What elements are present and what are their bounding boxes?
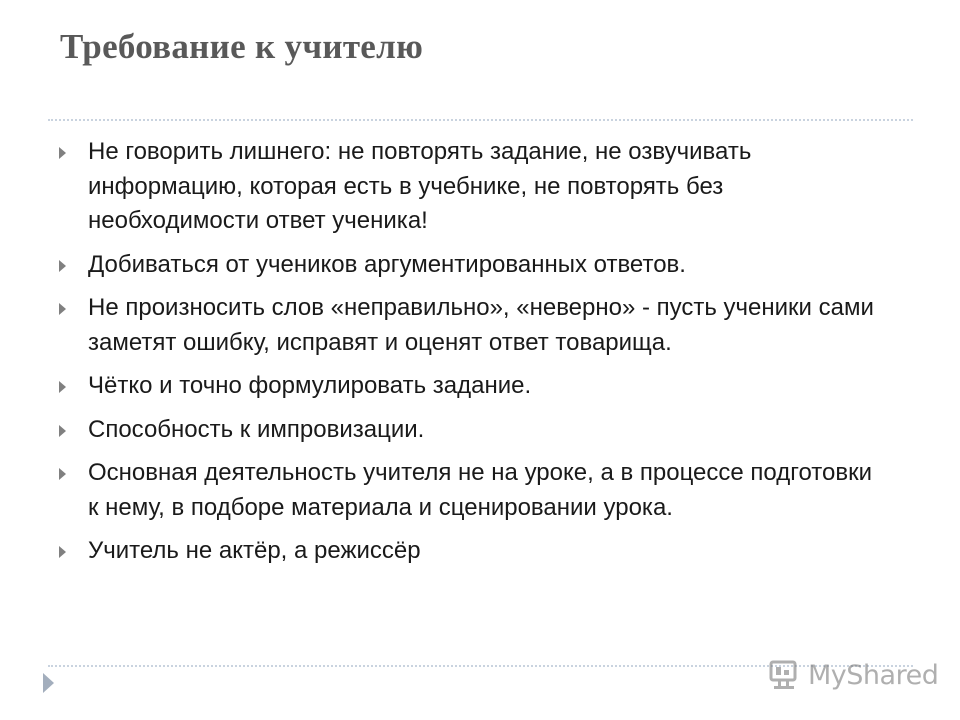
top-divider [48,119,913,121]
watermark [768,657,938,693]
triangle-right-icon [59,260,66,272]
triangle-right-icon [59,303,66,315]
bullet-item [58,456,878,525]
watermark-text: MyShared [808,659,939,691]
bullet-text: Учитель не актёр, а режиссёр [88,537,421,564]
next-slide-icon[interactable] [43,673,54,693]
triangle-right-icon [59,468,66,480]
bullet-item [58,291,878,360]
bullet-item [58,413,878,448]
triangle-right-icon [59,425,66,437]
triangle-right-icon [59,147,66,159]
bullet-item [58,534,878,569]
bullet-text: Способность к импровизации. [88,415,425,443]
bullet-item [58,369,878,404]
triangle-right-icon [59,381,66,393]
bullet-item [58,135,878,239]
bullet-text: Не произносить слов «неправильно», «неверно» - пусть ученики сами заметят ошибку, исправят и оценят ответ товарища. [88,294,874,356]
bullet-text: Чётко и точно формулировать задание. [88,372,532,399]
bullet-text: Основная деятельность учителя не на уроке, а в процессе подготовки к нему, в подборе материала и сценировании урока. [88,459,873,521]
bullet-item [58,248,878,283]
bullet-text: Не говорить лишнего: не повторять задание, не озвучивать информацию, которая есть в учебнике, не повторять без необходимости ответ ученика! [88,138,752,234]
triangle-right-icon [59,546,66,558]
slide-title: Требование к учителю [60,27,424,66]
bullet-text: Добиваться от учеников аргументированных ответов. [88,250,686,278]
myshared-logo-icon [768,657,804,693]
bullet-list [58,135,878,578]
